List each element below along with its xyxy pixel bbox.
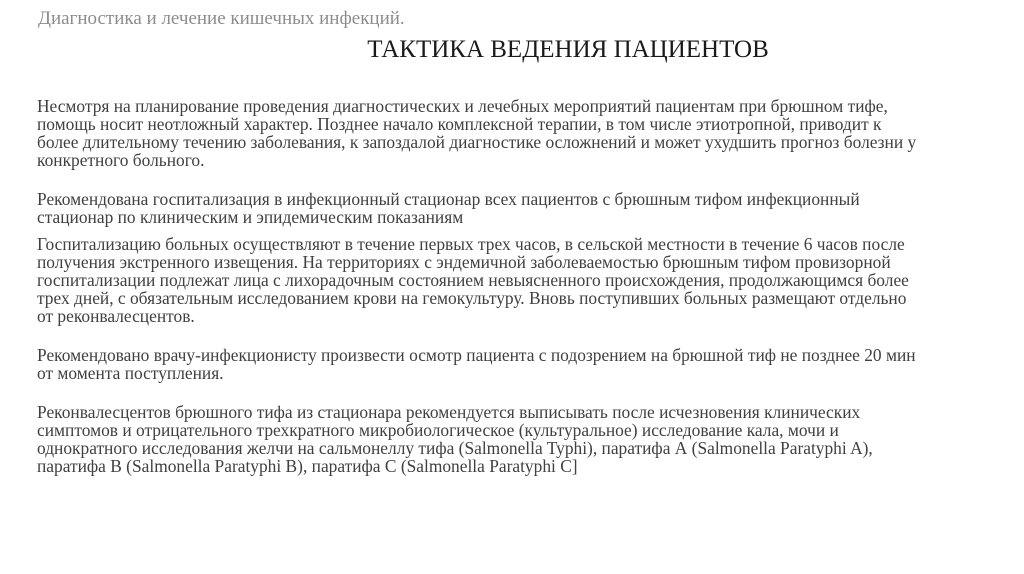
paragraph-4: Рекомендовано врачу-инфекционисту произвести осмотр пациента с подозрением на брюшной тиф не позднее 20 мин от момента поступления. bbox=[37, 345, 916, 383]
slide-title: ТАКТИКА ВЕДЕНИЯ ПАЦИЕНТОВ bbox=[367, 36, 769, 63]
paragraph-2: Рекомендована госпитализация в инфекционный стационар всех пациентов с брюшным тифом инфекционный стационар по клиническим и эпидемическим показаниям bbox=[37, 189, 860, 227]
header-title: Диагностика и лечение кишечных инфекций. bbox=[38, 8, 405, 29]
paragraph-3: Госпитализацию больных осуществляют в течение первых трех часов, в сельской местности в течение 6 часов после получения экстренного извещения. На территориях с эндемичной заболеваемостью брюшным тифом провизорной госпитализации подлежат лица с лихорадочным состоянием невыясненного происхождения, продолжающимся более трех дней, с обязательным исследованием крови на гемокультуру. Вновь поступивших больных размещают отдельно от реконвалесцентов. bbox=[37, 234, 909, 326]
slide-body bbox=[37, 97, 917, 475]
paragraph-5: Реконвалесцентов брюшного тифа из стационара рекомендуется выписывать после исчезновения клинических симптомов и отрицательного трехкратного микробиологическое (культуральное) исследование кала, мочи и однократного исследования желчи на сальмонеллу тифа (Salmonella Typhi), паратифа А (Salmonella Paratyphi A), паратифа В (Salmonella Paratyphi B), паратифа С (Salmonella Paratyphi C] bbox=[37, 402, 873, 476]
paragraph-1: Несмотря на планирование проведения диагностических и лечебных мероприятий пациентам при брюшном тифе, помощь носит неотложный характер. Позднее начало комплексной терапии, в том числе этиотропной, приводит к более длительному течению заболевания, к запоздалой диагностике осложнений и может ухудшить прогноз болезни у конкретного больного. bbox=[37, 96, 917, 170]
